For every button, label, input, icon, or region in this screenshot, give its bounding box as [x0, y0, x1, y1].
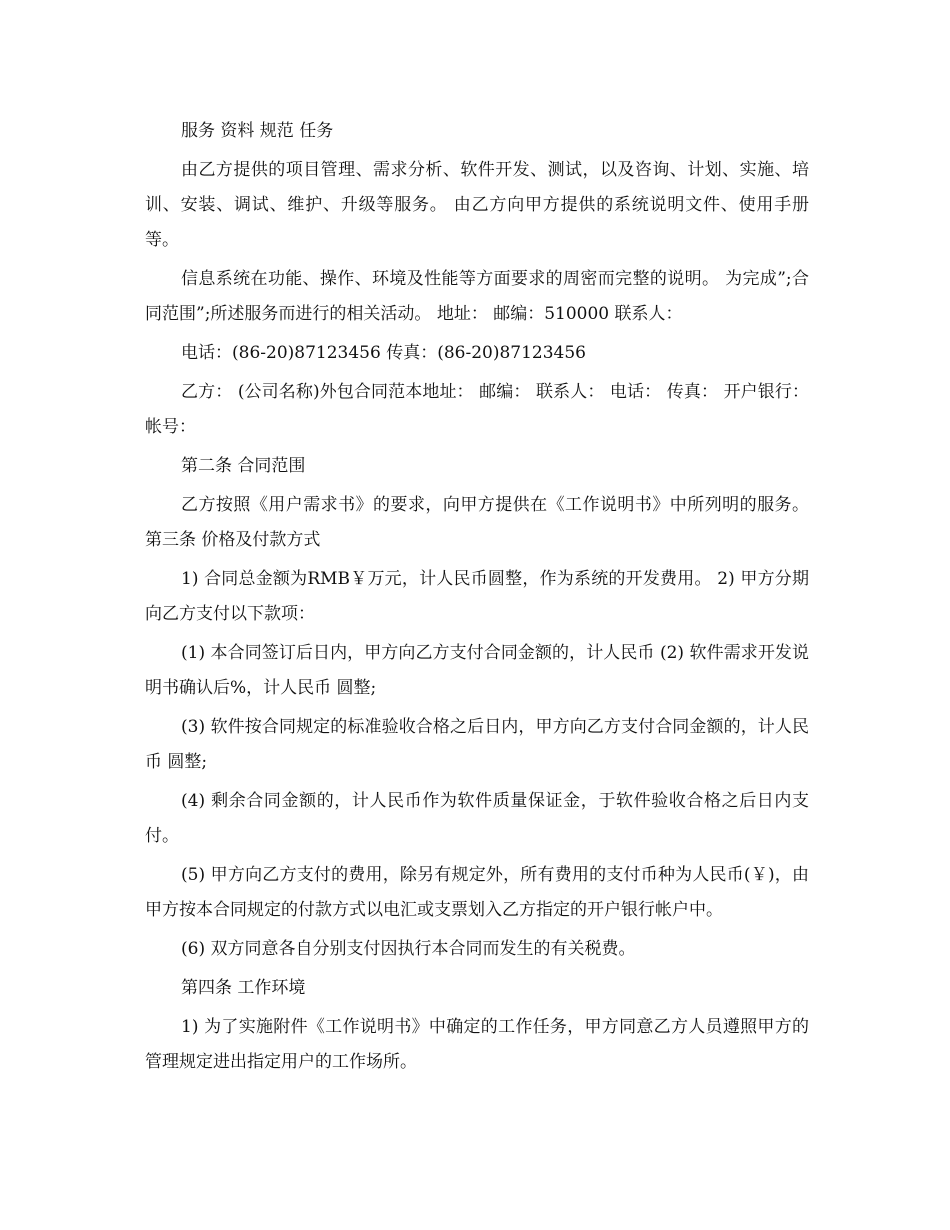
paragraph-work-environment-1: 1) 为了实施附件《工作说明书》中确定的工作任务，甲方同意乙方人员遵照甲方的管理规定进出指定用户的工作场所。 [145, 1017, 809, 1072]
section-heading-article-4: 第四条 工作环境 [181, 978, 306, 998]
paragraph-payment-5: (5) 甲方向乙方支付的费用，除另有规定外，所有费用的支付币种为人民币(￥)，由甲方按本合同规定的付款方式以电汇或支票划入乙方指定的开户银行帐户中。 [145, 865, 809, 920]
paragraph-payment-3: (3) 软件按合同规定的标准验收合格之后日内，甲方向乙方支付合同金额的，计人民币 圆整; [145, 717, 809, 772]
paragraph-services-definition: 由乙方提供的项目管理、需求分析、软件开发、测试，以及咨询、计划、实施、培训、安装、调试、维护、升级等服务。 由乙方向甲方提供的系统说明文件、使用手册等。 [145, 160, 809, 250]
paragraph-party-a-phone-fax: 电话：(86-20)87123456 传真：(86-20)87123456 [181, 343, 587, 363]
section-heading-article-2: 第二条 合同范围 [181, 456, 306, 476]
paragraph-deliverables-list: 服务 资料 规范 任务 [181, 121, 334, 141]
document-body [145, 114, 809, 1084]
paragraph-payment-6: (6) 双方同意各自分别支付因执行本合同而发生的有关税费。 [181, 939, 636, 959]
paragraph-specification-definition: 信息系统在功能、操作、环境及性能等方面要求的周密而完整的说明。 为完成”;合同范围”;所述服务而进行的相关活动。 地址： 邮编：510000 联系人： [145, 269, 809, 324]
paragraph-party-b-info: 乙方： (公司名称)外包合同范本地址： 邮编： 联系人： 电话： 传真： 开户银行： 帐号： [145, 382, 809, 437]
paragraph-contract-scope: 乙方按照《用户需求书》的要求，向甲方提供在《工作说明书》中所列明的服务。 第三条 价格及付款方式 [145, 495, 809, 550]
paragraph-payment-1-2: (1) 本合同签订后日内，甲方向乙方支付合同金额的，计人民币 (2) 软件需求开发说明书确认后%，计人民币 圆整; [145, 643, 809, 698]
paragraph-payment-4: (4) 剩余合同金额的，计人民币作为软件质量保证金，于软件验收合格之后日内支付。 [145, 791, 809, 846]
paragraph-total-amount: 1) 合同总金额为RMB￥万元，计人民币圆整，作为系统的开发费用。 2) 甲方分期向乙方支付以下款项： [145, 569, 809, 624]
